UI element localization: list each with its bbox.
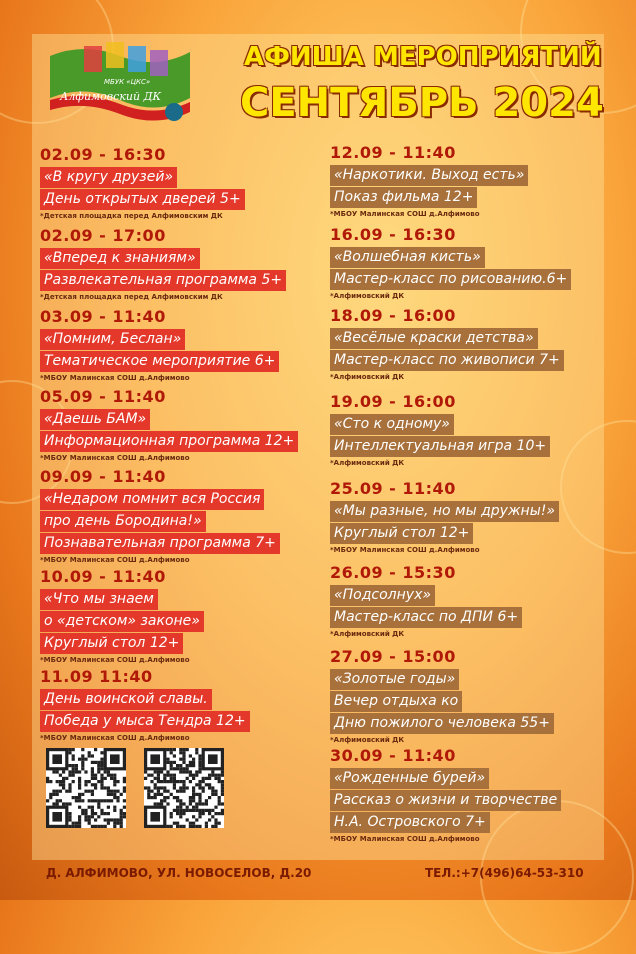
event-title: «Подсолнух» <box>330 585 435 606</box>
event-description: Мастер-класс по ДПИ 6+ <box>330 607 522 628</box>
event-title: «Мы разные, но мы дружны!» <box>330 501 559 522</box>
event-date: 12.09 - 11:40 <box>330 143 456 162</box>
event-date: 09.09 - 11:40 <box>40 467 166 486</box>
event-date: 30.09 - 11:40 <box>330 746 456 765</box>
event-title: День воинской славы. <box>40 689 212 710</box>
logo <box>44 38 194 130</box>
poster-month: СЕНТЯБРЬ 2024 <box>240 80 604 126</box>
event-description: Рассказ о жизни и творчестве <box>330 790 561 811</box>
event-title: «Недаром помнит вся Россия <box>40 489 264 510</box>
event-place: *МБОУ Малинская СОШ д.Алфимово <box>40 556 190 564</box>
event-date: 11.09 11:40 <box>40 667 153 686</box>
event-title: «Весёлые краски детства» <box>330 328 538 349</box>
event-item <box>330 745 561 843</box>
event-description: о «детском» законе» <box>40 611 204 632</box>
event-date: 10.09 - 11:40 <box>40 567 166 586</box>
event-title: «Рожденные бурей» <box>330 768 489 789</box>
event-date: 26.09 - 15:30 <box>330 563 456 582</box>
event-date: 03.09 - 11:40 <box>40 307 166 326</box>
event-place: *МБОУ Малинская СОШ д.Алфимово <box>40 734 190 742</box>
event-description: Дню пожилого человека 55+ <box>330 713 554 734</box>
event-description: про день Бородина!» <box>40 511 206 532</box>
event-description: Круглый стол 12+ <box>40 633 183 654</box>
event-place: *Алфимовский ДК <box>330 736 405 744</box>
event-title: «Золотые годы» <box>330 669 459 690</box>
event-place: *Алфимовский ДК <box>330 459 405 467</box>
event-date: 02.09 - 17:00 <box>40 226 166 245</box>
event-item <box>40 386 298 462</box>
event-place: *Алфимовский ДК <box>330 630 405 638</box>
event-title: «В кругу друзей» <box>40 167 177 188</box>
event-item <box>330 478 559 554</box>
event-description: Круглый стол 12+ <box>330 523 473 544</box>
event-title: «Что мы знаем <box>40 589 158 610</box>
event-item <box>40 144 245 220</box>
event-place: *Детская площадка перед Алфимовским ДК <box>40 293 223 301</box>
event-description: День открытых дверей 5+ <box>40 189 245 210</box>
event-title: «Даешь БАМ» <box>40 409 150 430</box>
poster-title: АФИША МЕРОПРИЯТИЙ <box>244 42 602 72</box>
qr-code[interactable] <box>144 748 224 828</box>
event-description: Н.А. Островского 7+ <box>330 812 490 833</box>
event-place: *Алфимовский ДК <box>330 292 405 300</box>
event-title: «Волшебная кисть» <box>330 247 485 268</box>
event-place: *МБОУ Малинская СОШ д.Алфимово <box>330 546 480 554</box>
event-title: «Сто к одному» <box>330 414 454 435</box>
event-item <box>40 666 250 742</box>
event-description: Развлекательная программа 5+ <box>40 270 286 291</box>
event-date: 27.09 - 15:00 <box>330 647 456 666</box>
event-date: 25.09 - 11:40 <box>330 479 456 498</box>
event-date: 16.09 - 16:30 <box>330 225 456 244</box>
event-place: *Алфимовский ДК <box>330 373 405 381</box>
event-place: *МБОУ Малинская СОШ д.Алфимово <box>40 656 190 664</box>
logo-line2: Алфимовский ДК <box>60 90 162 103</box>
footer-address: Д. АЛФИМОВО, УЛ. НОВОСЕЛОВ, Д.20 <box>46 866 312 880</box>
event-description: Вечер отдыха ко <box>330 691 462 712</box>
event-description: Мастер-класс по живописи 7+ <box>330 350 564 371</box>
event-description: Познавательная программа 7+ <box>40 533 280 554</box>
event-date: 18.09 - 16:00 <box>330 306 456 325</box>
event-date: 19.09 - 16:00 <box>330 392 456 411</box>
event-date: 05.09 - 11:40 <box>40 387 166 406</box>
event-place: *МБОУ Малинская СОШ д.Алфимово <box>40 374 190 382</box>
event-place: *МБОУ Малинская СОШ д.Алфимово <box>330 210 480 218</box>
event-description: Тематическое мероприятие 6+ <box>40 351 279 372</box>
event-item <box>330 646 554 744</box>
event-title: «Наркотики. Выход есть» <box>330 165 528 186</box>
event-title: «Помним, Беслан» <box>40 329 185 350</box>
event-place: *Детская площадка перед Алфимовским ДК <box>40 212 223 220</box>
event-item <box>330 142 528 218</box>
event-description: Показ фильма 12+ <box>330 187 477 208</box>
event-title: «Вперед к знаниям» <box>40 248 200 269</box>
footer-phone: ТЕЛ.:+7(496)64-53-310 <box>425 866 584 880</box>
event-item <box>330 224 571 300</box>
event-item <box>40 566 204 664</box>
event-description: Интеллектуальная игра 10+ <box>330 436 550 457</box>
event-description: Информационная программа 12+ <box>40 431 298 452</box>
event-place: *МБОУ Малинская СОШ д.Алфимово <box>40 454 190 462</box>
event-place: *МБОУ Малинская СОШ д.Алфимово <box>330 835 480 843</box>
event-description: Мастер-класс по рисованию.6+ <box>330 269 571 290</box>
event-item <box>40 466 280 564</box>
qr-code[interactable] <box>46 748 126 828</box>
logo-line1: МБУК «ЦКС» <box>104 78 151 86</box>
event-description: Победа у мыса Тендра 12+ <box>40 711 250 732</box>
event-item <box>330 391 550 467</box>
event-item <box>40 225 286 301</box>
event-date: 02.09 - 16:30 <box>40 145 166 164</box>
event-item <box>40 306 279 382</box>
event-item <box>330 305 564 381</box>
event-item <box>330 562 522 638</box>
